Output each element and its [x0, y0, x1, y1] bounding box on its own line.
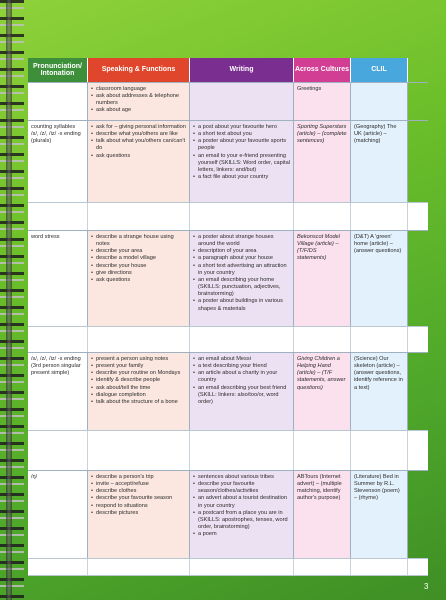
list-item: • a poem — [193, 531, 290, 538]
clil-cell: (Literature) Bed in Summer by R.L. Stevenson (poem) – (rhyme) — [351, 471, 408, 558]
table-row — [28, 352, 428, 430]
list-item: • ask questions — [91, 153, 186, 160]
spacer-cell — [294, 559, 351, 575]
list-item: • a poster about buildings in various shapes & materials — [193, 298, 290, 312]
list-item: • classroom language — [91, 86, 186, 93]
list-item: • a short text advertising an attraction in your country — [193, 263, 290, 277]
list-item: • invite – accept/refuse — [91, 481, 186, 488]
header-speaking: Speaking & Functions — [88, 58, 190, 82]
list-item: • describe a person's trip — [91, 474, 186, 481]
row-spacer — [28, 202, 428, 230]
spacer-cell — [190, 559, 294, 575]
list-item: • a post about your favourite hero — [193, 124, 290, 131]
spacer-cell — [190, 431, 294, 470]
list-item: • describe your favourite season — [91, 495, 186, 502]
list-item: • an email about Messi — [193, 356, 290, 363]
clil-cell — [351, 83, 408, 120]
list-item: • describe your routine on Mondays — [91, 370, 186, 377]
list-item: • sentences about various tribes — [193, 474, 290, 481]
list-item: • a poster about your favourite sports people — [193, 138, 290, 152]
clil-cell: (D&T) A 'green' home (article) – (answer questions) — [351, 231, 408, 326]
speaking-list — [91, 86, 186, 115]
list-item: • describe what you/others are like — [91, 131, 186, 138]
writing-list — [193, 474, 290, 538]
spacer-cell — [351, 559, 408, 575]
spacer-cell — [294, 203, 351, 230]
row-spacer — [28, 430, 428, 470]
table-row — [28, 230, 428, 326]
list-item: • give directions — [91, 270, 186, 277]
speaking-cell — [88, 353, 190, 430]
speaking-list — [91, 124, 186, 160]
header-writing: Writing — [190, 58, 294, 82]
spacer-cell — [351, 327, 408, 352]
list-item: • a fact file about your country — [193, 174, 290, 181]
writing-cell — [190, 231, 294, 326]
speaking-cell — [88, 471, 190, 558]
list-item: • ask about/tell the time — [91, 385, 186, 392]
list-item: • a paragraph about your house — [193, 255, 290, 262]
spacer-cell — [190, 327, 294, 352]
list-item: • talk about what you/others can/can't do — [91, 138, 186, 152]
list-item: • ask about addresses & telephone numbers — [91, 93, 186, 107]
list-item: • an advert about a tourist destination in your country — [193, 495, 290, 509]
pronunciation-cell: /s/, /z/, /iz/ -s ending (3rd person singular present simple) — [28, 353, 88, 430]
list-item: • an email describing your home (SKILLS: punctuation, adjectives, brainstorming) — [193, 277, 290, 298]
list-item: • identify & describe people — [91, 377, 186, 384]
list-item: • ask about age — [91, 107, 186, 114]
spiral-binding — [0, 0, 24, 600]
culture-cell: Greetings — [294, 83, 351, 120]
spacer-cell — [88, 203, 190, 230]
writing-cell — [190, 121, 294, 202]
spacer-cell — [28, 431, 88, 470]
pronunciation-cell: counting syllables /s/, /z/, /iz/ -s ending (plurals) — [28, 121, 88, 202]
spacer-cell — [351, 203, 408, 230]
header-clil: CLIL — [351, 58, 408, 82]
clil-cell: (Geography) The UK (article) – (matching) — [351, 121, 408, 202]
list-item: • respond to situations — [91, 503, 186, 510]
pronunciation-cell: word stress — [28, 231, 88, 326]
spacer-cell — [28, 203, 88, 230]
spacer-cell — [88, 327, 190, 352]
list-item: • ask questions — [91, 277, 186, 284]
culture-cell: Sporting Superstars (article) – (complete sentences) — [294, 121, 351, 202]
header-pronunciation: Pronunciation/ Intonation — [28, 58, 88, 82]
spiral-binding-bar — [6, 0, 12, 600]
writing-list — [193, 234, 290, 313]
list-item: • a text describing your friend — [193, 363, 290, 370]
speaking-cell — [88, 231, 190, 326]
spacer-cell — [294, 327, 351, 352]
row-spacer — [28, 326, 428, 352]
list-item: • an email describing your best friend (SKILL: linkers: also/too/or, word order) — [193, 385, 290, 406]
writing-cell — [190, 83, 294, 120]
culture-cell: Bekonscot Model Village (article) – (T/F/DS statements) — [294, 231, 351, 326]
table-row — [28, 470, 428, 558]
list-item: • describe a strange house using notes — [91, 234, 186, 248]
list-item: • a poster about strange houses around the world — [193, 234, 290, 248]
list-item: • dialogue completion — [91, 392, 186, 399]
spacer-cell — [28, 327, 88, 352]
list-item: • ask for – giving personal information — [91, 124, 186, 131]
list-item: • describe your house — [91, 263, 186, 270]
list-item: • talk about the structure of a bone — [91, 399, 186, 406]
spacer-cell — [190, 203, 294, 230]
speaking-list — [91, 356, 186, 406]
table-header — [28, 58, 428, 82]
page-number: 3 — [424, 582, 429, 591]
list-item: • present a person using notes — [91, 356, 186, 363]
culture-cell: Giving Children a Helping Hand (article) – (T/F statements, answer questions) — [294, 353, 351, 430]
list-item: • describe a model village — [91, 255, 186, 262]
list-item: • an email to your e-friend presenting yourself (SKILLS: Word order, capital letters, linkers: and/but) — [193, 153, 290, 174]
row-spacer — [28, 558, 428, 576]
speaking-list — [91, 234, 186, 284]
spacer-cell — [28, 559, 88, 575]
writing-cell — [190, 353, 294, 430]
writing-list — [193, 124, 290, 181]
list-item: • description of your area — [193, 248, 290, 255]
list-item: • describe clothes — [91, 488, 186, 495]
syllabus-table — [28, 58, 428, 580]
header-across-cultures: Across Cultures — [294, 58, 351, 82]
list-item: • describe your favourite season/clothes/activities — [193, 481, 290, 495]
spacer-cell — [351, 431, 408, 470]
spacer-cell — [294, 431, 351, 470]
table-row — [28, 82, 428, 120]
pronunciation-cell: /ŋ/ — [28, 471, 88, 558]
clil-cell: (Science) Our skeleton (article) – (answer questions, identify reference in a text) — [351, 353, 408, 430]
list-item: • present your family — [91, 363, 186, 370]
writing-list — [193, 356, 290, 406]
list-item: • a postcard from a place you are in (SKILLS: apostrophes, tenses, word order, brainstorming) — [193, 510, 290, 531]
list-item: • describe your area — [91, 248, 186, 255]
table-row — [28, 120, 428, 202]
list-item: • describe pictures — [91, 510, 186, 517]
spacer-cell — [88, 431, 190, 470]
speaking-cell — [88, 121, 190, 202]
list-item: • a short text about you — [193, 131, 290, 138]
writing-cell — [190, 471, 294, 558]
speaking-list — [91, 474, 186, 517]
list-item: • an article about a charity in your country — [193, 370, 290, 384]
speaking-cell — [88, 83, 190, 120]
pronunciation-cell — [28, 83, 88, 120]
culture-cell: ABTours (Internet advert) – (multiple matching, identify author's purpose) — [294, 471, 351, 558]
spacer-cell — [88, 559, 190, 575]
